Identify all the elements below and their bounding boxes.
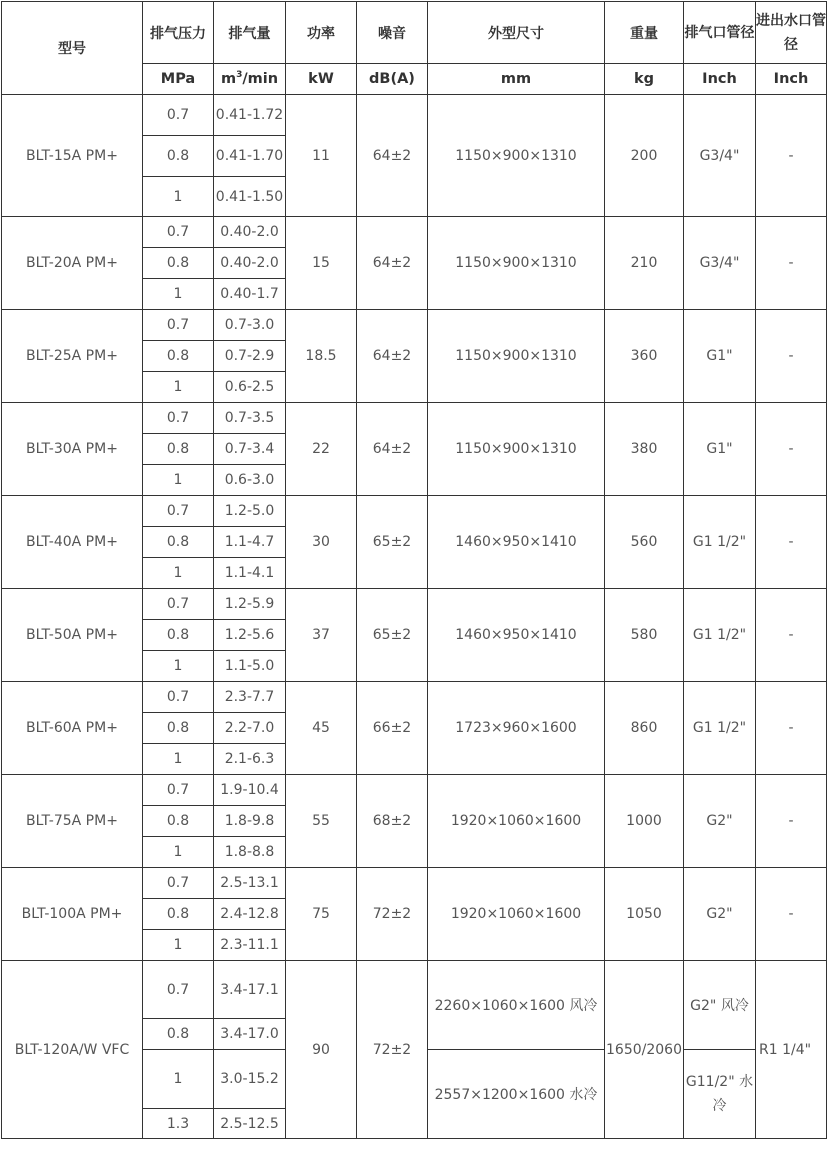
water-cell: -: [756, 496, 827, 589]
flow-cell: 3.4-17.0: [214, 1019, 286, 1050]
pressure-cell: 0.7: [143, 310, 214, 341]
flow-cell: 2.5-13.1: [214, 868, 286, 899]
noise-cell: 72±2: [357, 961, 428, 1139]
pressure-cell: 0.7: [143, 95, 214, 136]
water-cell: -: [756, 775, 827, 868]
unit-water: Inch: [756, 64, 827, 95]
model-cell: BLT-120A/W VFC: [2, 961, 143, 1139]
header-noise: 噪音: [357, 2, 428, 64]
dimensions-cell: 1150×900×1310: [428, 310, 605, 403]
water-cell: -: [756, 868, 827, 961]
flow-cell: 1.8-9.8: [214, 806, 286, 837]
model-cell: BLT-75A PM+: [2, 775, 143, 868]
weight-cell: 360: [605, 310, 684, 403]
water-cell: -: [756, 682, 827, 775]
flow-cell: 0.40-1.7: [214, 279, 286, 310]
flow-cell: 0.6-2.5: [214, 372, 286, 403]
flow-cell: 0.41-1.70: [214, 136, 286, 177]
noise-cell: 68±2: [357, 775, 428, 868]
model-cell: BLT-15A PM+: [2, 95, 143, 217]
flow-cell: 1.2-5.6: [214, 620, 286, 651]
pressure-cell: 0.7: [143, 589, 214, 620]
table-row: [2, 496, 827, 527]
power-cell: 75: [286, 868, 357, 961]
pressure-cell: 1: [143, 837, 214, 868]
weight-cell: 1650/2060: [605, 961, 684, 1139]
pressure-cell: 1: [143, 744, 214, 775]
unit-flow-prefix: m: [220, 71, 237, 87]
model-cell: BLT-40A PM+: [2, 496, 143, 589]
outlet-cell: G1 1/2": [684, 682, 756, 775]
flow-cell: 0.6-3.0: [214, 465, 286, 496]
power-cell: 45: [286, 682, 357, 775]
flow-cell: 1.8-8.8: [214, 837, 286, 868]
dimensions-cell: 1150×900×1310: [428, 217, 605, 310]
table-row: [2, 961, 827, 1019]
flow-cell: 0.7-3.5: [214, 403, 286, 434]
pressure-cell: 1: [143, 651, 214, 682]
outlet-cell: G1": [684, 310, 756, 403]
model-cell: BLT-60A PM+: [2, 682, 143, 775]
noise-cell: 65±2: [357, 496, 428, 589]
power-cell: 90: [286, 961, 357, 1139]
table-row: [2, 217, 827, 248]
water-cell: R1 1/4": [756, 961, 827, 1139]
pressure-cell: 0.8: [143, 620, 214, 651]
weight-cell: 560: [605, 496, 684, 589]
dimensions-water-cell: 2557×1200×1600 水冷: [428, 1050, 605, 1139]
flow-cell: 2.1-6.3: [214, 744, 286, 775]
outlet-cell: G1 1/2": [684, 589, 756, 682]
weight-cell: 200: [605, 95, 684, 217]
model-cell: BLT-25A PM+: [2, 310, 143, 403]
outlet-water-cell: G11/2" 水冷: [684, 1050, 756, 1139]
unit-flow: [214, 64, 286, 95]
dimensions-cell: 1150×900×1310: [428, 95, 605, 217]
unit-weight: kg: [605, 64, 684, 95]
flow-cell: 2.5-12.5: [214, 1109, 286, 1139]
dimensions-cell: 1920×1060×1600: [428, 775, 605, 868]
flow-cell: 3.0-15.2: [214, 1050, 286, 1109]
pressure-cell: 1: [143, 177, 214, 217]
outlet-cell: G2": [684, 775, 756, 868]
flow-cell: 1.9-10.4: [214, 775, 286, 806]
outlet-cell: G1 1/2": [684, 496, 756, 589]
header-water: 进出水口管径: [756, 2, 827, 64]
spec-table: [1, 1, 827, 1139]
pressure-cell: 0.8: [143, 527, 214, 558]
unit-power: kW: [286, 64, 357, 95]
unit-flow-suffix: /min: [242, 71, 279, 87]
pressure-cell: 1: [143, 1050, 214, 1109]
water-cell: -: [756, 310, 827, 403]
flow-cell: 0.7-3.0: [214, 310, 286, 341]
pressure-cell: 0.7: [143, 682, 214, 713]
dimensions-cell: 1460×950×1410: [428, 496, 605, 589]
header-power: 功率: [286, 2, 357, 64]
header-weight: 重量: [605, 2, 684, 64]
outlet-cell: G3/4": [684, 95, 756, 217]
outlet-cell: G2": [684, 868, 756, 961]
unit-dimensions: mm: [428, 64, 605, 95]
pressure-cell: 0.7: [143, 775, 214, 806]
pressure-cell: 0.8: [143, 248, 214, 279]
noise-cell: 64±2: [357, 217, 428, 310]
pressure-cell: 0.8: [143, 434, 214, 465]
noise-cell: 64±2: [357, 310, 428, 403]
noise-cell: 72±2: [357, 868, 428, 961]
pressure-cell: 1: [143, 558, 214, 589]
flow-cell: 2.3-11.1: [214, 930, 286, 961]
outlet-air-cell: G2" 风冷: [684, 961, 756, 1050]
noise-cell: 64±2: [357, 403, 428, 496]
model-cell: BLT-30A PM+: [2, 403, 143, 496]
pressure-cell: 1: [143, 372, 214, 403]
power-cell: 37: [286, 589, 357, 682]
table-row: [2, 95, 827, 136]
weight-cell: 210: [605, 217, 684, 310]
pressure-cell: 0.7: [143, 217, 214, 248]
noise-cell: 65±2: [357, 589, 428, 682]
power-cell: 18.5: [286, 310, 357, 403]
table-row: [2, 682, 827, 713]
weight-cell: 380: [605, 403, 684, 496]
pressure-cell: 1: [143, 465, 214, 496]
pressure-cell: 0.8: [143, 899, 214, 930]
unit-outlet: Inch: [684, 64, 756, 95]
flow-cell: 0.41-1.50: [214, 177, 286, 217]
pressure-cell: 1.3: [143, 1109, 214, 1139]
pressure-cell: 0.7: [143, 403, 214, 434]
noise-cell: 64±2: [357, 95, 428, 217]
pressure-cell: 0.7: [143, 868, 214, 899]
model-cell: BLT-100A PM+: [2, 868, 143, 961]
water-cell: -: [756, 403, 827, 496]
flow-cell: 0.41-1.72: [214, 95, 286, 136]
outlet-cell: G1": [684, 403, 756, 496]
water-cell: -: [756, 217, 827, 310]
power-cell: 11: [286, 95, 357, 217]
flow-cell: 0.40-2.0: [214, 248, 286, 279]
power-cell: 30: [286, 496, 357, 589]
dimensions-cell: 1723×960×1600: [428, 682, 605, 775]
flow-cell: 2.3-7.7: [214, 682, 286, 713]
flow-cell: 0.40-2.0: [214, 217, 286, 248]
pressure-cell: 0.8: [143, 136, 214, 177]
power-cell: 22: [286, 403, 357, 496]
pressure-cell: 0.7: [143, 496, 214, 527]
table-row: [2, 775, 827, 806]
weight-cell: 1000: [605, 775, 684, 868]
model-cell: BLT-20A PM+: [2, 217, 143, 310]
header-flow: 排气量: [214, 2, 286, 64]
flow-cell: 0.7-2.9: [214, 341, 286, 372]
unit-pressure: MPa: [143, 64, 214, 95]
table-row: [2, 868, 827, 899]
pressure-cell: 0.8: [143, 713, 214, 744]
header-outlet: 排气口管径: [684, 2, 756, 64]
model-cell: BLT-50A PM+: [2, 589, 143, 682]
outlet-cell: G3/4": [684, 217, 756, 310]
dimensions-cell: 1150×900×1310: [428, 403, 605, 496]
weight-cell: 580: [605, 589, 684, 682]
flow-cell: 2.4-12.8: [214, 899, 286, 930]
header-dimensions: 外型尺寸: [428, 2, 605, 64]
water-cell: -: [756, 589, 827, 682]
dimensions-cell: 1920×1060×1600: [428, 868, 605, 961]
pressure-cell: 1: [143, 279, 214, 310]
dimensions-cell: 1460×950×1410: [428, 589, 605, 682]
weight-cell: 860: [605, 682, 684, 775]
table-row: [2, 589, 827, 620]
flow-cell: 1.1-4.1: [214, 558, 286, 589]
flow-cell: 2.2-7.0: [214, 713, 286, 744]
flow-cell: 1.2-5.9: [214, 589, 286, 620]
table-row: [2, 310, 827, 341]
header-model: 型号: [2, 2, 143, 95]
weight-cell: 1050: [605, 868, 684, 961]
pressure-cell: 0.8: [143, 806, 214, 837]
flow-cell: 1.1-5.0: [214, 651, 286, 682]
dimensions-air-cell: 2260×1060×1600 风冷: [428, 961, 605, 1050]
noise-cell: 66±2: [357, 682, 428, 775]
unit-flow-sup: 3: [236, 70, 243, 81]
flow-cell: 0.7-3.4: [214, 434, 286, 465]
unit-noise: dB(A): [357, 64, 428, 95]
pressure-cell: 0.7: [143, 961, 214, 1019]
water-cell: -: [756, 95, 827, 217]
flow-cell: 1.1-4.7: [214, 527, 286, 558]
header-pressure: 排气压力: [143, 2, 214, 64]
power-cell: 15: [286, 217, 357, 310]
table-row: [2, 403, 827, 434]
pressure-cell: 1: [143, 930, 214, 961]
pressure-cell: 0.8: [143, 1019, 214, 1050]
power-cell: 55: [286, 775, 357, 868]
flow-cell: 3.4-17.1: [214, 961, 286, 1019]
pressure-cell: 0.8: [143, 341, 214, 372]
flow-cell: 1.2-5.0: [214, 496, 286, 527]
